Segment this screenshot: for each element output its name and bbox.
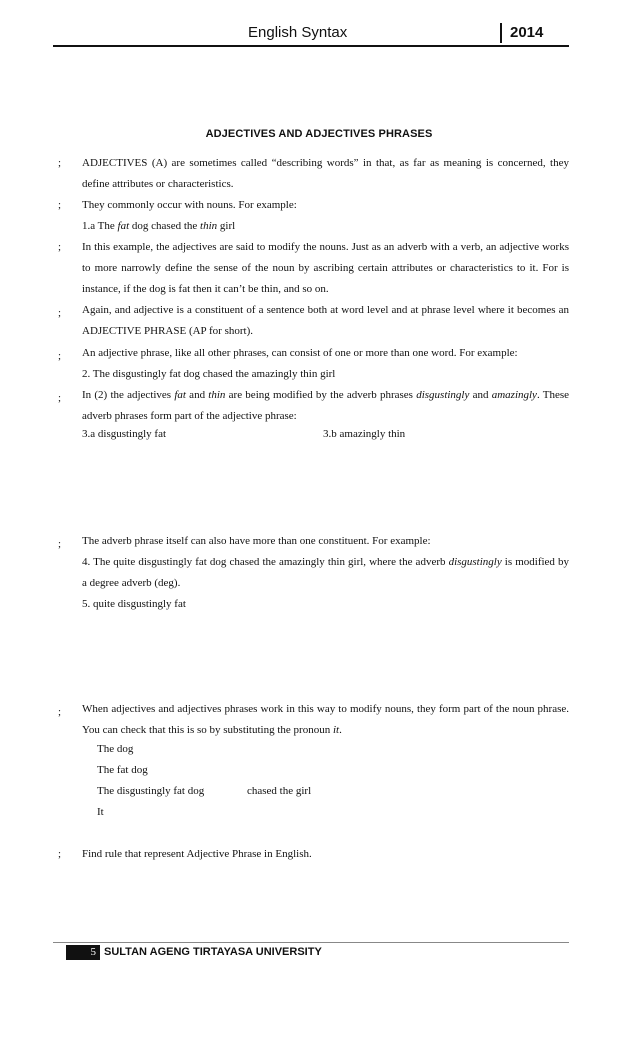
substitution-line-2: The fat dog [97,764,148,776]
paragraph-find-rule: Find rule that represent Adjective Phrase in English. [82,848,312,860]
example-3b: 3.b amazingly thin [323,428,406,440]
header-year: 2014 [500,23,543,43]
example-3a: 3.a disgustingly fat [82,428,167,440]
example-1a: 1.a The fat dog chased the thin girl [82,220,236,232]
bullet: ; [58,307,62,319]
footer-university: SULTAN AGENG TIRTAYASA UNIVERSITY [104,946,322,958]
page-number: 5 [66,945,100,960]
paragraph-occur-nouns: They commonly occur with nouns. For example: [82,199,297,211]
paragraph-modify-nouns: In this example, the adjectives are said to modify the nouns. Just as an adverb with a verb, an adjective works to more narrowly define the sense of the noun by ascribing certain attributes or characteristics to it. For is instance, if the dog is fat then it can’t be thin, and so on. [82,241,569,295]
section-heading: ADJECTIVES AND ADJECTIVES PHRASES [205,128,433,140]
header-title: English Syntax [248,24,348,41]
paragraph-adverb-phrases: In (2) the adjectives fat and thin are being modified by the adverb phrases disgustingly and amazingly. These adverb phrases form part of the adjective phrase: [82,389,569,422]
paragraph-adjective-phrase: An adjective phrase, like all other phrases, can consist of one or more than one word. For example: [82,347,518,359]
bullet: ; [58,848,62,860]
bullet: ; [58,706,62,718]
example-4: 4. The quite disgustingly fat dog chased the amazingly thin girl, where the adverb disgustingly is modified by a degree adverb (deg). [82,556,569,589]
footer-rule [53,942,569,943]
substitution-line-4: It [97,806,104,818]
paragraph-constituent: Again, and adjective is a constituent of a sentence both at word level and at phrase level where it becomes an ADJECTIVE PHRASE (AP for short). [82,304,569,337]
paragraph-adverb-constituent: The adverb phrase itself can also have more than one constituent. For example: [82,535,431,547]
bullet: ; [58,350,62,362]
paragraph-noun-phrase: When adjectives and adjectives phrases work in this way to modify nouns, they form part of the noun phrase. You can check that this is so by substituting the pronoun it. [82,703,569,736]
paragraph-adjectives-def: ADJECTIVES (A) are sometimes called “describing words” in that, as far as meaning is concerned, they define attributes or characteristics. [82,157,569,190]
bullet: ; [58,157,62,169]
substitution-line-1: The dog [97,743,134,755]
substitution-predicate: chased the girl [247,785,312,797]
substitution-line-3: The disgustingly fat dog [97,785,205,797]
header-rule [53,45,569,47]
bullet: ; [58,199,62,211]
bullet: ; [58,538,62,550]
example-5: 5. quite disgustingly fat [82,598,186,610]
example-2: 2. The disgustingly fat dog chased the amazingly thin girl [82,368,336,380]
bullet: ; [58,241,62,253]
bullet: ; [58,392,62,404]
